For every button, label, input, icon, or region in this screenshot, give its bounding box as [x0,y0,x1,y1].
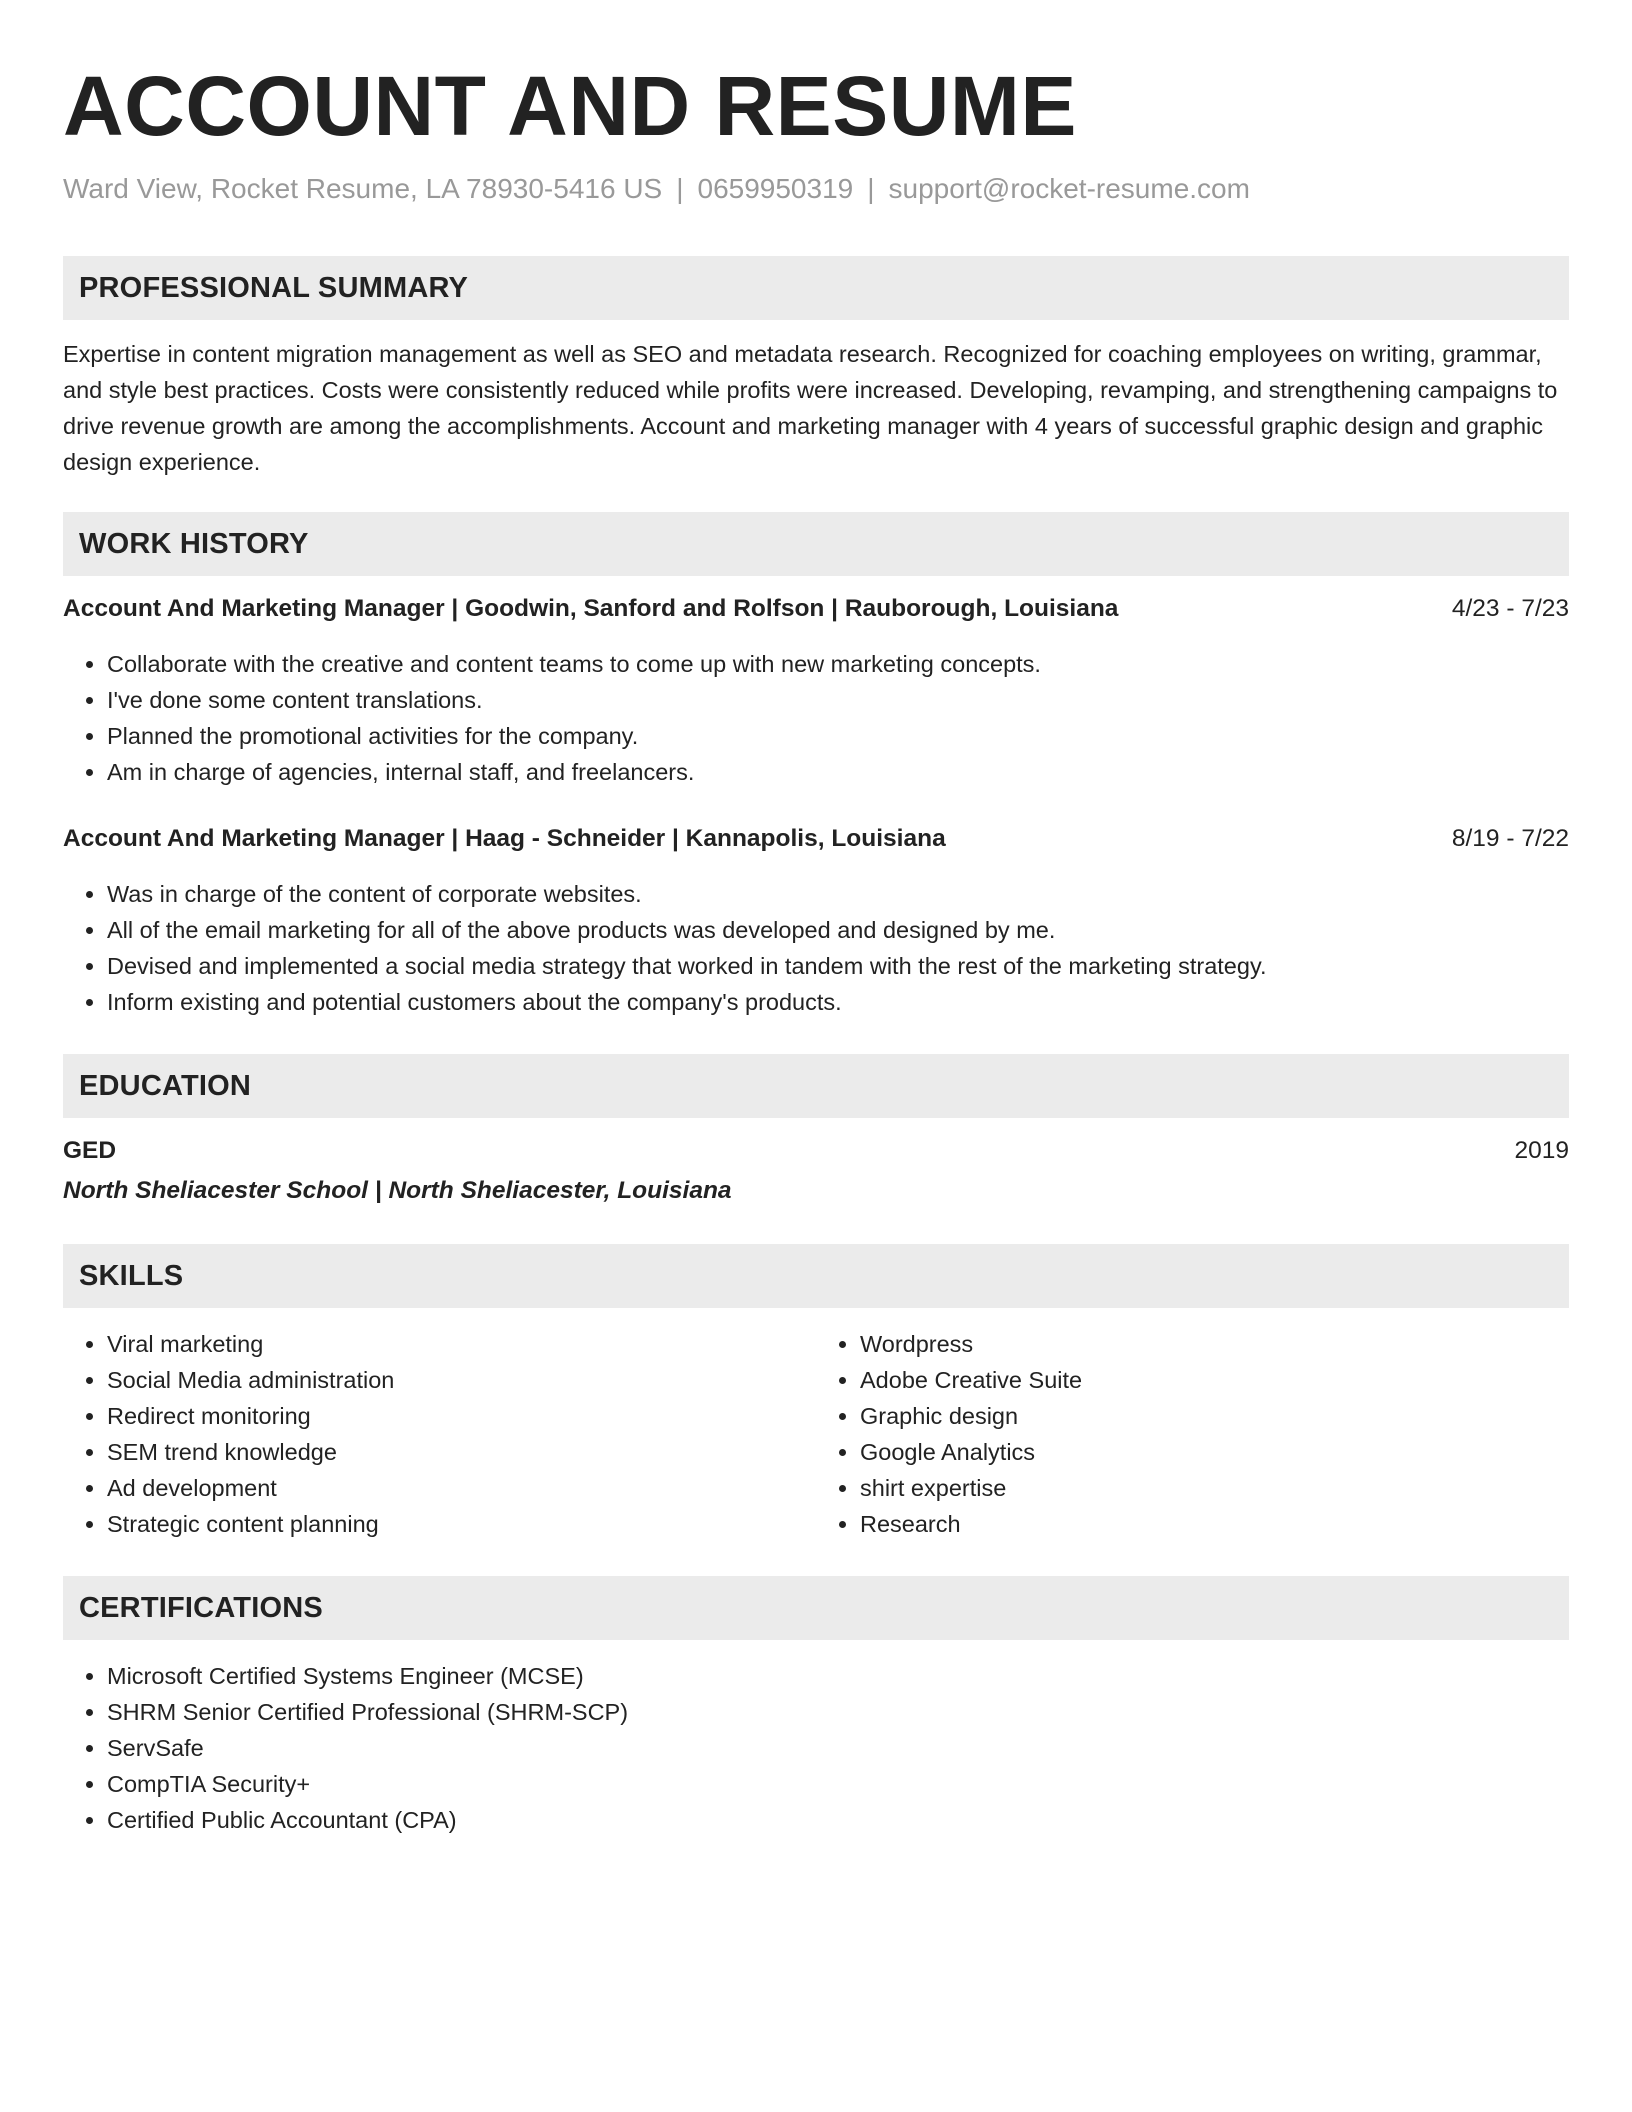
job-entry [63,592,1569,790]
job-title: Account And Marketing Manager | Goodwin, Sanford and Rolfson | Rauborough, Louisiana [63,595,1119,622]
job-bullet: • Was in charge of the content of corporate websites. [107,876,1569,912]
job-bullet: • Am in charge of agencies, internal staff, and freelancers. [107,754,1569,790]
contact-email: support@rocket-resume.com [888,173,1250,204]
contact-phone: 0659950319 [697,173,854,204]
certification-item: • Microsoft Certified Systems Engineer (MCSE) [107,1658,1569,1694]
skill-item: • Graphic design [860,1398,1569,1434]
job-bullets [63,876,1569,1020]
contact-line [63,172,1569,206]
job-bullet: • I've done some content translations. [107,682,1569,718]
section-heading-skills: SKILLS [63,1244,1569,1308]
skill-item: • Redirect monitoring [107,1398,816,1434]
skill-item: • Google Analytics [860,1434,1569,1470]
education-school: North Sheliacester School | North Sheliacester, Louisiana [63,1177,732,1204]
section-heading-work-history: WORK HISTORY [63,512,1569,576]
job-header [63,822,1569,856]
education-year: 2019 [1514,1137,1569,1164]
job-bullet: • Planned the promotional activities for the company. [107,718,1569,754]
certification-item: • SHRM Senior Certified Professional (SHRM-SCP) [107,1694,1569,1730]
job-bullet: • Inform existing and potential customers about the company's products. [107,984,1569,1020]
skill-item: • Social Media administration [107,1362,816,1398]
education-degree: GED [63,1137,117,1164]
education-header [63,1134,1569,1168]
job-bullet: • Collaborate with the creative and content teams to come up with new marketing concepts. [107,646,1569,682]
certifications-list [63,1658,1569,1838]
skill-item: • Adobe Creative Suite [860,1362,1569,1398]
skill-item: • shirt expertise [860,1470,1569,1506]
certification-item: • ServSafe [107,1730,1569,1766]
skill-item: • Viral marketing [107,1326,816,1362]
skills-column-right [816,1326,1569,1542]
job-dates: 4/23 - 7/23 [1451,595,1569,622]
job-header [63,592,1569,626]
skill-item: • Ad development [107,1470,816,1506]
job-title: Account And Marketing Manager | Haag - Schneider | Kannapolis, Louisiana [63,825,946,852]
job-bullet: • All of the email marketing for all of the above products was developed and designed by me. [107,912,1569,948]
skill-item: • Wordpress [860,1326,1569,1362]
education-entry [63,1134,1569,1208]
resume-name: ACCOUNT AND RESUME [63,59,1077,153]
certification-item: • Certified Public Accountant (CPA) [107,1802,1569,1838]
skill-item: • Strategic content planning [107,1506,816,1542]
job-bullets [63,646,1569,790]
section-heading-certifications: CERTIFICATIONS [63,1576,1569,1640]
section-heading-education: EDUCATION [63,1054,1569,1118]
certification-item: • CompTIA Security+ [107,1766,1569,1802]
contact-separator: | [867,173,875,204]
summary-text: Expertise in content migration management as well as SEO and metadata research. Recognized for coaching employees on writing, grammar, and style best practices. Costs were consistently reduced while profits were increased. Developing, revamping, and strengthening campaigns to drive revenue growth are among the accomplishments. Account and marketing manager with 4 years of successful graphic design and graphic design experience. [63,341,1558,475]
skill-item: • SEM trend knowledge [107,1434,816,1470]
skills-grid [63,1326,1569,1542]
job-entry [63,822,1569,1020]
contact-address: Ward View, Rocket Resume, LA 78930-5416 US [63,173,663,204]
skill-item: • Research [860,1506,1569,1542]
job-dates: 8/19 - 7/22 [1451,825,1569,852]
skills-column-left [63,1326,816,1542]
job-bullet: • Devised and implemented a social media strategy that worked in tandem with the rest of the marketing strategy. [107,948,1569,984]
contact-separator: | [676,173,684,204]
section-heading-summary: PROFESSIONAL SUMMARY [63,256,1569,320]
